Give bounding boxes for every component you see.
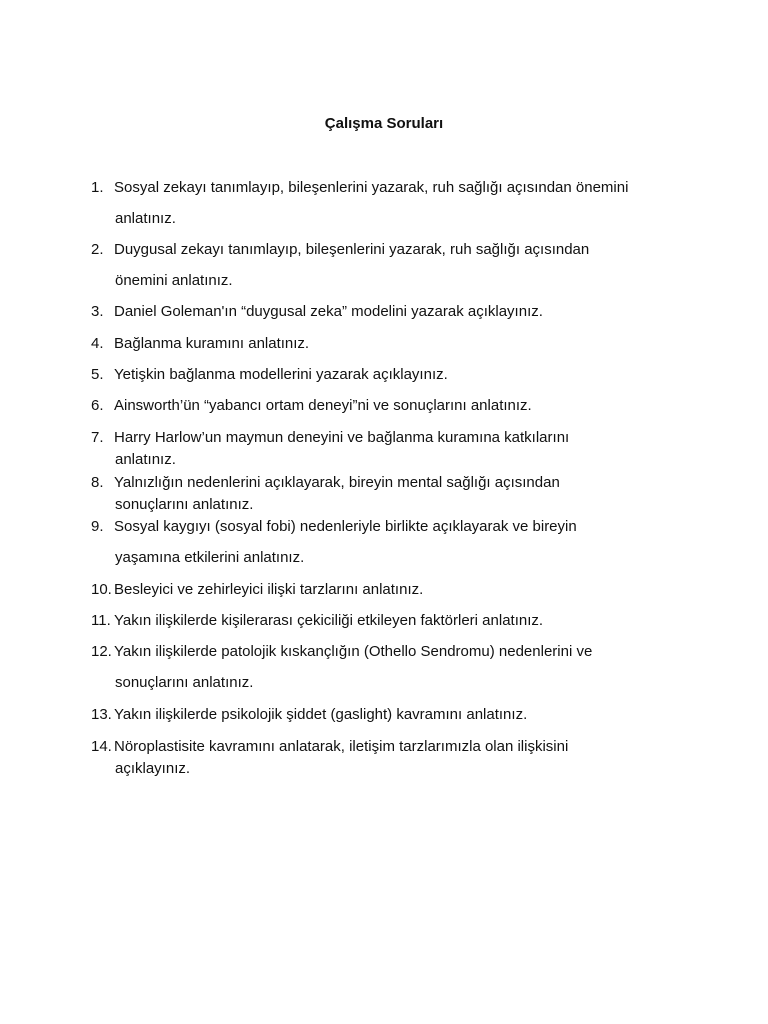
question-text: Harry Harlow’un maymun deneyini ve bağlanma kuramına katkılarını: [114, 429, 570, 446]
question-number: 8.: [91, 474, 104, 491]
question-text: Ainsworth’ün “yabancı ortam deneyi”ni ve sonuçlarını anlatınız.: [114, 397, 532, 414]
question-item: [91, 428, 691, 470]
question-item: [91, 737, 691, 779]
document-title: Çalışma Soruları: [324, 115, 444, 132]
question-text: Yetişkin bağlanma modellerini yazarak açıklayınız.: [114, 366, 448, 383]
question-item: [91, 240, 691, 291]
question-item: [91, 396, 691, 416]
question-item: [91, 642, 691, 693]
question-number: 6.: [91, 397, 104, 414]
question-item: [91, 580, 691, 600]
question-text: Bağlanma kuramını anlatınız.: [114, 335, 310, 352]
question-text-continued: sonuçlarını anlatınız.: [115, 496, 254, 513]
question-text: Sosyal zekayı tanımlayıp, bileşenlerini yazarak, ruh sağlığı açısından önemini: [114, 179, 629, 196]
question-text-continued: önemini anlatınız.: [115, 272, 233, 289]
question-number: 3.: [91, 303, 104, 320]
question-text-continued: sonuçlarını anlatınız.: [115, 674, 254, 691]
question-text: Besleyici ve zehirleyici ilişki tarzlarını anlatınız.: [114, 581, 424, 598]
question-number: 2.: [91, 241, 104, 258]
question-number: 9.: [91, 518, 104, 535]
question-text: Daniel Goleman'ın “duygusal zeka” modelini yazarak açıklayınız.: [114, 303, 543, 320]
question-text: Yakın ilişkilerde kişilerarası çekiciliği etkileyen faktörleri anlatınız.: [114, 612, 544, 629]
question-number: 10.: [91, 581, 112, 598]
question-text-continued: yaşamına etkilerini anlatınız.: [115, 549, 305, 566]
question-text-continued: anlatınız.: [115, 451, 176, 468]
question-item: [91, 705, 691, 725]
question-text: Sosyal kaygıyı (sosyal fobi) nedenleriyle birlikte açıklayarak ve bireyin: [114, 518, 577, 535]
question-item: [91, 517, 691, 568]
question-item: [91, 365, 691, 385]
question-number: 7.: [91, 429, 104, 446]
question-text: Nöroplastisite kavramını anlatarak, iletişim tarzlarımızla olan ilişkisini: [114, 738, 569, 755]
question-text-continued: anlatınız.: [115, 210, 176, 227]
question-number: 4.: [91, 335, 104, 352]
question-text: Yakın ilişkilerde patolojik kıskançlığın (Othello Sendromu) nedenlerini ve: [114, 643, 593, 660]
question-number: 12.: [91, 643, 112, 660]
question-number: 14.: [91, 738, 112, 755]
question-number: 11.: [91, 612, 111, 629]
question-text: Yakın ilişkilerde psikolojik şiddet (gaslight) kavramını anlatınız.: [114, 706, 528, 723]
question-item: [91, 611, 691, 631]
question-number: 5.: [91, 366, 104, 383]
question-item: [91, 178, 691, 229]
question-text: Duygusal zekayı tanımlayıp, bileşenlerini yazarak, ruh sağlığı açısından: [114, 241, 590, 258]
question-item: [91, 473, 691, 515]
question-text-continued: açıklayınız.: [115, 760, 191, 777]
question-number: 13.: [91, 706, 112, 723]
question-text: Yalnızlığın nedenlerini açıklayarak, bireyin mental sağlığı açısından: [114, 474, 560, 491]
question-item: [91, 302, 691, 322]
question-number: 1.: [91, 179, 104, 196]
question-item: [91, 334, 691, 354]
